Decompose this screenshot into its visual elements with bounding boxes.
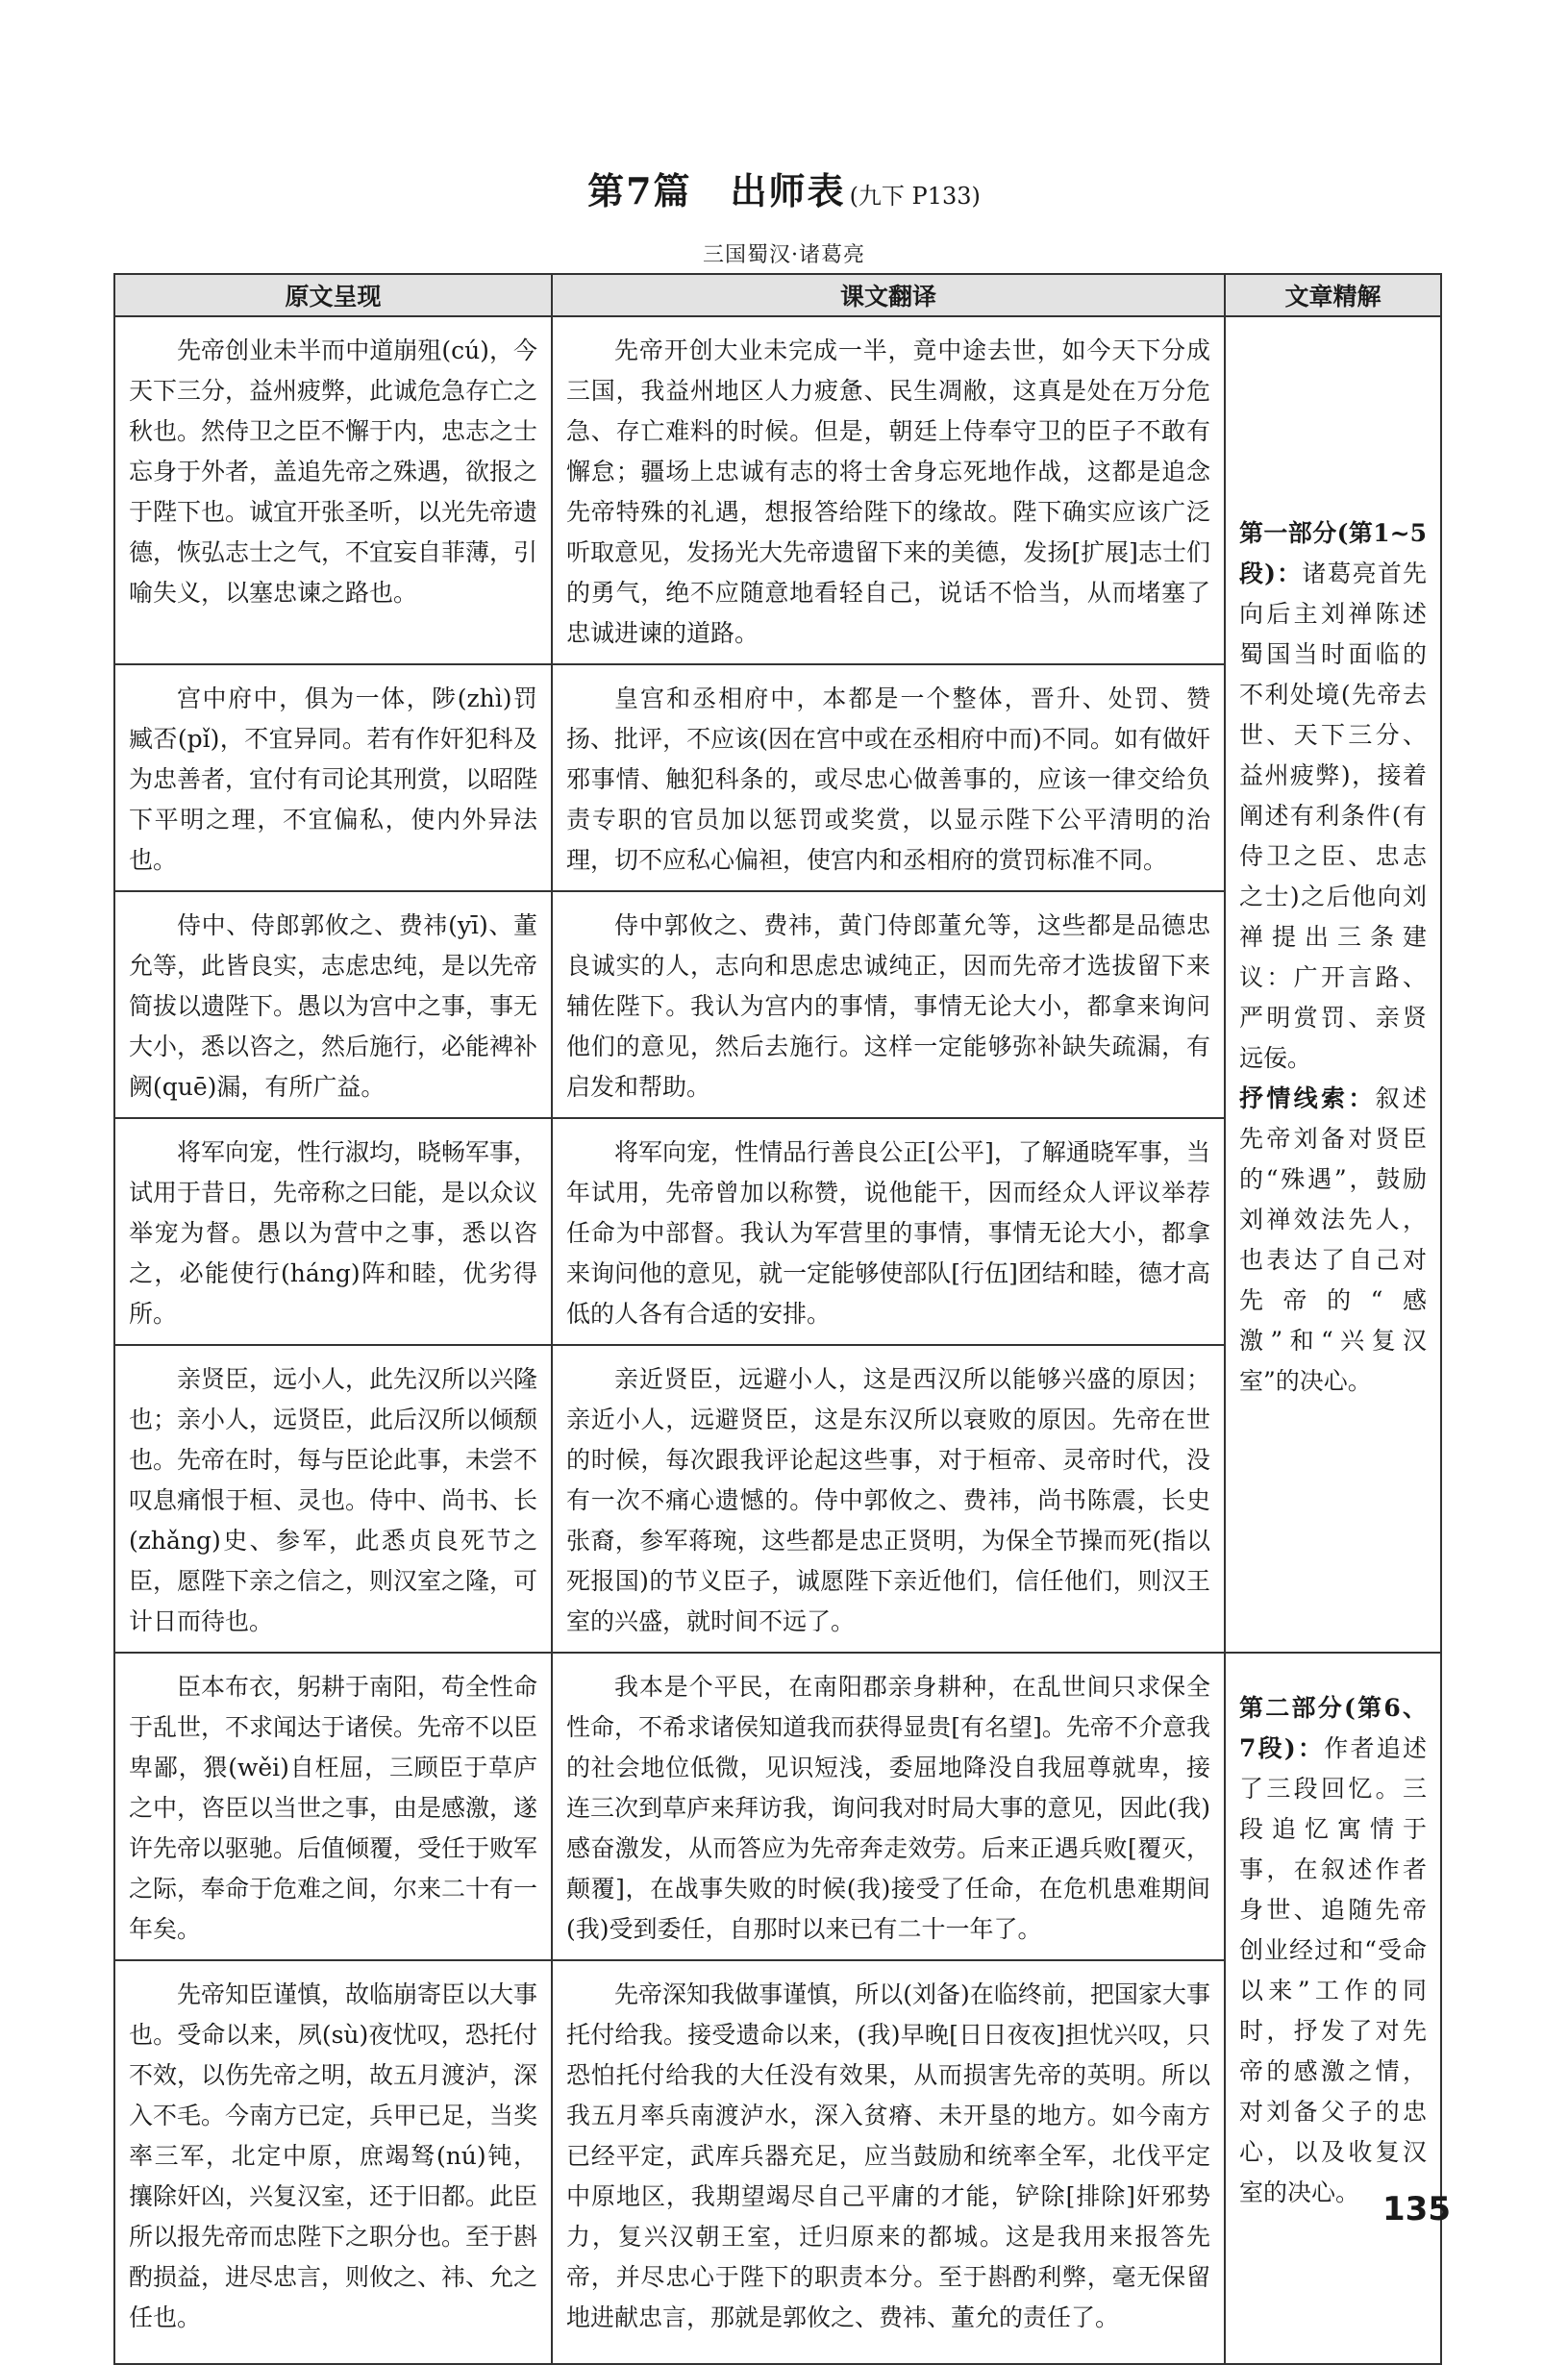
translation-text: 将军向宠，性情品行善良公正[公平]，了解通晓军事，当年试用，先帝曾加以称赞，说他能干，因而经众人评议举荐任命为中部督。我认为军营里的事情，事情无论大小，都拿来询问他的意见，就一定能够使部队[行伍]团结和睦，德才高低的人各有合适的安排。 bbox=[552, 1118, 1225, 1345]
analysis-part-one bbox=[1225, 316, 1441, 1653]
article-title: 第7篇 出师表 bbox=[587, 169, 846, 212]
emotion-clue-text: 叙述先帝刘备对贤臣的“殊遇”，鼓励刘禅效法先人，也表达了自己对先帝的“感激”和“兴复汉室”的决心。 bbox=[1239, 1084, 1427, 1395]
analysis-part-one-text: 诸葛亮首先向后主刘禅陈述蜀国当时面临的不利处境(先帝去世、天下三分、益州疲弊)，接着阐述有利条件(有侍卫之臣、忠志之士)之后他向刘禅提出三条建议：广开言路、严明赏罚、亲贤远佞。 bbox=[1239, 560, 1427, 1072]
analysis-part-two-text: 作者追述了三段回忆。三段追忆寓情于事，在叙述作者身世、追随先帝创业经过和“受命以来”工作的同时，抒发了对先帝的感激之情，对刘备父子的忠心，以及收复汉室的决心。 bbox=[1239, 1734, 1427, 2206]
author-line: 三国蜀汉·诸葛亮 bbox=[703, 243, 865, 267]
column-header-original: 原文呈现 bbox=[114, 274, 552, 316]
table-row bbox=[114, 1653, 1441, 1960]
emotion-clue-label: 抒情线索： bbox=[1239, 1084, 1376, 1112]
page-title bbox=[0, 162, 1568, 214]
original-text: 将军向宠，性行淑均，晓畅军事，试用于昔日，先帝称之曰能，是以众议举宠为督。愚以为营中之事，悉以咨之，必能使行(háng)阵和睦，优劣得所。 bbox=[114, 1118, 552, 1345]
column-header-translation: 课文翻译 bbox=[552, 274, 1225, 316]
translation-text: 先帝深知我做事谨慎，所以(刘备)在临终前，把国家大事托付给我。接受遗命以来，(我)早晚[日日夜夜]担忧兴叹，只恐怕托付给我的大任没有效果，从而损害先帝的英明。所以我五月率兵南渡泸水，深入贫瘠、未开垦的地方。如今南方已经平定，武库兵器充足，应当鼓励和统率全军，北伐平定中原地区，我期望竭尽自己平庸的才能，铲除[排除]奸邪势力，复兴汉朝王室，迁归原来的都城。这是我用来报答先帝，并尽忠心于陛下的职责本分。至于斟酌利弊，毫无保留地进献忠言，那就是郭攸之、费祎、董允的责任了。 bbox=[552, 1960, 1225, 2364]
table-header-row bbox=[114, 274, 1441, 316]
translation-text: 皇宫和丞相府中，本都是一个整体，晋升、处罚、赞扬、批评，不应该(因在宫中或在丞相府中而)不同。如有做奸邪事情、触犯科条的，或尽忠心做善事的，应该一律交给负责专职的官员加以惩罚或奖赏，以显示陛下公平清明的治理，切不应私心偏袒，使宫内和丞相府的赏罚标准不同。 bbox=[552, 664, 1225, 891]
original-text: 亲贤臣，远小人，此先汉所以兴隆也；亲小人，远贤臣，此后汉所以倾颓也。先帝在时，每与臣论此事，未尝不叹息痛恨于桓、灵也。侍中、尚书、长(zhǎng)史、参军，此悉贞良死节之臣，愿陛下亲之信之，则汉室之隆，可计日而待也。 bbox=[114, 1345, 552, 1653]
column-header-analysis: 文章精解 bbox=[1225, 274, 1441, 316]
analysis-part-one-label: 第一部分(第1~5段)： bbox=[1239, 519, 1427, 587]
translation-text: 先帝开创大业未完成一半，竟中途去世，如今天下分成三国，我益州地区人力疲惫、民生凋敝，这真是处在万分危急、存亡难料的时候。但是，朝廷上侍奉守卫的臣子不敢有懈怠；疆场上忠诚有志的将士舍身忘死地作战，这都是追念先帝特殊的礼遇，想报答给陛下的缘故。陛下确实应该广泛听取意见，发扬光大先帝遗留下来的美德，发扬[扩展]志士们的勇气，绝不应随意地看轻自己，说话不恰当，从而堵塞了忠诚进谏的道路。 bbox=[552, 316, 1225, 664]
title-note: (九下 P133) bbox=[849, 183, 981, 210]
analysis-part-two bbox=[1225, 1653, 1441, 2364]
translation-text: 侍中郭攸之、费祎，黄门侍郎董允等，这些都是品德忠良诚实的人，志向和思虑忠诚纯正，因而先帝才选拔留下来辅佐陛下。我认为宫内的事情，事情无论大小，都拿来询问他们的意见，然后去施行。这样一定能够弥补缺失疏漏，有启发和帮助。 bbox=[552, 891, 1225, 1118]
content-table bbox=[113, 273, 1442, 2365]
original-text: 臣本布衣，躬耕于南阳，苟全性命于乱世，不求闻达于诸侯。先帝不以臣卑鄙，猥(wěi)自枉屈，三顾臣于草庐之中，咨臣以当世之事，由是感激，遂许先帝以驱驰。后值倾覆，受任于败军之际，奉命于危难之间，尔来二十有一年矣。 bbox=[114, 1653, 552, 1960]
original-text: 先帝创业未半而中道崩殂(cú)，今天下三分，益州疲弊，此诚危急存亡之秋也。然侍卫之臣不懈于内，忠志之士忘身于外者，盖追先帝之殊遇，欲报之于陛下也。诚宜开张圣听，以光先帝遗德，恢弘志士之气，不宜妄自菲薄，引喻失义，以塞忠谏之路也。 bbox=[114, 316, 552, 664]
original-text: 侍中、侍郎郭攸之、费祎(yī)、董允等，此皆良实，志虑忠纯，是以先帝简拔以遗陛下。愚以为宫中之事，事无大小，悉以咨之，然后施行，必能裨补阙(quē)漏，有所广益。 bbox=[114, 891, 552, 1118]
original-text: 宫中府中，俱为一体，陟(zhì)罚臧否(pǐ)，不宜异同。若有作奸犯科及为忠善者，宜付有司论其刑赏，以昭陛下平明之理，不宜偏私，使内外异法也。 bbox=[114, 664, 552, 891]
original-text: 先帝知臣谨慎，故临崩寄臣以大事也。受命以来，夙(sù)夜忧叹，恐托付不效，以伤先帝之明，故五月渡泸，深入不毛。今南方已定，兵甲已足，当奖率三军，北定中原，庶竭驽(nú)钝，攘除奸凶，兴复汉室，还于旧都。此臣所以报先帝而忠陛下之职分也。至于斟酌损益，进尽忠言，则攸之、祎、允之任也。 bbox=[114, 1960, 552, 2364]
analysis-part-two-label: 第二部分(第6、7段)： bbox=[1239, 1694, 1427, 1762]
translation-text: 我本是个平民，在南阳郡亲身耕种，在乱世间只求保全性命，不希求诸侯知道我而获得显贵[有名望]。先帝不介意我的社会地位低微，见识短浅，委屈地降没自我屈尊就卑，接连三次到草庐来拜访我，询问我对时局大事的意见，因此(我)感奋激发，从而答应为先帝奔走效劳。后来正遇兵败[覆灭，颠覆]，在战事失败的时候(我)接受了任命，在危机患难期间(我)受到委任，自那时以来已有二十一年了。 bbox=[552, 1653, 1225, 1960]
table-row bbox=[114, 316, 1441, 664]
page-number: 135 bbox=[1382, 2190, 1451, 2228]
translation-text: 亲近贤臣，远避小人，这是西汉所以能够兴盛的原因；亲近小人，远避贤臣，这是东汉所以衰败的原因。先帝在世的时候，每次跟我评论起这些事，对于桓帝、灵帝时代，没有一次不痛心遗憾的。侍中郭攸之、费祎，尚书陈震，长史张裔，参军蒋琬，这些都是忠正贤明，为保全节操而死(指以死报国)的节义臣子，诚愿陛下亲近他们，信任他们，则汉王室的兴盛，就时间不远了。 bbox=[552, 1345, 1225, 1653]
